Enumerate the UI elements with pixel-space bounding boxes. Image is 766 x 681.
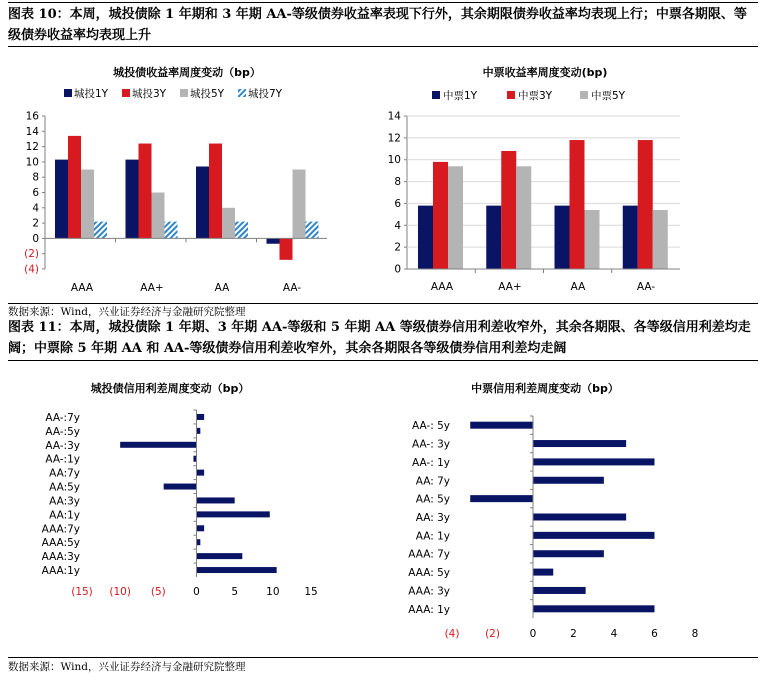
chart3-plot: [42, 410, 318, 598]
chart2-category-aa: AA: [570, 281, 586, 293]
chart3-bar: [120, 442, 196, 448]
chart1-plot: [24, 111, 327, 276]
chart4-category-label: AA: 3y: [415, 512, 450, 524]
legend-label-mtn-1y: 中票1Y: [443, 90, 478, 102]
chart4-category-label: AA-: 3y: [412, 438, 450, 451]
legend-label-chengtou-5y: 城投5Y: [190, 88, 225, 100]
chart3-category-label: AA-:7y: [45, 411, 80, 424]
chart4-category-label: AAA: 7y: [408, 548, 450, 561]
chart3-category-label: AAA:5y: [41, 537, 80, 550]
chart2-category-aaa: AAA: [430, 281, 454, 293]
chart4-category-label: AA-: 5y: [412, 420, 450, 433]
chart4-bar: [533, 514, 626, 521]
chart2-plot: [388, 111, 680, 276]
chart4-plot: [408, 416, 698, 640]
chart3-bar: [197, 428, 201, 434]
chart1-y-tick-label: 4: [32, 202, 39, 215]
chart3-x-tick-label: (5): [150, 586, 166, 598]
chart2-y-tick-label: 14: [387, 110, 401, 123]
chart4-x-tick-label: 6: [651, 628, 658, 640]
chart1-bar: [196, 166, 209, 238]
chart3-title: 城投债信用利差周度变动（bp）: [90, 382, 250, 395]
chart1-y-tick-label: 2: [32, 217, 39, 230]
chart3-category-label: AA-:3y: [45, 439, 80, 452]
chart2-legend: [432, 89, 626, 102]
chart2-bar: [486, 206, 501, 269]
chart3-category-label: AA:5y: [49, 481, 80, 494]
chart1-y-tick-label: 10: [25, 156, 39, 169]
chart1-y-tick-label: 14: [25, 125, 39, 138]
chart3-bar: [197, 539, 201, 545]
legend-swatch-chengtou-7y: [238, 89, 246, 97]
chart1-bar: [267, 238, 280, 243]
chart3-bar: [197, 414, 205, 420]
chart4-x-tick-label: 4: [610, 628, 618, 640]
chart1-bar: [126, 160, 139, 239]
chart1-category-aa: AA: [214, 282, 230, 294]
chart1-y-tick-label: 16: [25, 110, 39, 123]
chart2-bar: [585, 210, 600, 269]
chart2-bar: [623, 206, 638, 269]
chart3-bar: [197, 497, 235, 503]
chart4-bar: [533, 569, 553, 576]
chart3-bar: [197, 525, 205, 531]
chart3-category-label: AA-:1y: [45, 453, 80, 466]
chart4-title: 中票信用利差周度变动（bp）: [471, 382, 619, 395]
chart1-category-aa-plus: AA+: [140, 282, 164, 294]
chart3-bar: [197, 511, 270, 517]
legend-label-mtn-5y: 中票5Y: [591, 90, 626, 102]
source-note-1: 数据来源：Wind，兴业证券经济与金融研究院整理: [8, 306, 246, 318]
chart3-x-tick-label: 0: [193, 586, 200, 598]
chart4-bar: [470, 422, 533, 429]
chart2-y-tick-label: 10: [387, 154, 401, 167]
chart1-bar: [280, 238, 293, 259]
chart1-bar: [306, 222, 319, 239]
chart4-category-label: AAA: 1y: [408, 603, 450, 616]
legend-swatch-chengtou-5y: [180, 89, 188, 97]
chart1-bar: [68, 136, 81, 239]
chart4-category-label: AA: 1y: [415, 530, 450, 543]
chart2-bar: [418, 206, 433, 269]
legend-swatch-chengtou-3y: [122, 89, 130, 97]
chart4-bar: [533, 605, 655, 612]
legend-label-chengtou-7y: 城投7Y: [248, 88, 283, 100]
caption-figure-10: 图表 10：本周，城投债除 1 年期和 3 年期 AA-等级债券收益率表现下行外，其余期限债券收益率均表现上行；中票各期限、等级债券收益率均表现上升: [8, 7, 747, 43]
chart2-category-aa-minus: AA-: [636, 281, 656, 293]
chart2-y-tick-label: 6: [394, 197, 401, 210]
chart3-category-label: AA:1y: [49, 509, 80, 522]
chart3-category-label: AA-:5y: [45, 425, 80, 438]
chart4-bar: [533, 587, 586, 594]
legend-swatch-mtn-1y: [432, 91, 440, 99]
chart4-bar: [533, 477, 604, 484]
chart4-bar: [533, 458, 655, 465]
chart3-bar: [164, 484, 197, 490]
chart2-bar: [570, 140, 585, 269]
chart3-bar: [197, 567, 277, 573]
chart2-category-aa-plus: AA+: [498, 281, 522, 293]
chart2-y-tick-label: 8: [394, 176, 401, 189]
chart1-bar: [81, 170, 94, 239]
chart2-bar: [555, 206, 570, 269]
chart4-category-label: AAA: 3y: [408, 585, 450, 598]
caption-figure-11: 图表 11：本周，城投债除 1 年期、3 年期 AA-等级和 5 年期 AA 等级债券信用利差收窄外，其余各期限、各等级信用利差均走阔；中票除 5 年期 AA 和 AA-等级债券信用利差收窄外，其余各期限各等级债券信用利差均走阔: [8, 320, 751, 356]
chart4-bar: [533, 440, 626, 447]
chart1-bar: [222, 208, 235, 239]
chart1-bar: [139, 144, 152, 239]
chart2-bar: [638, 140, 653, 269]
chart4-x-tick-label: (4): [444, 628, 460, 640]
chart3-x-tick-label: (10): [109, 586, 131, 598]
legend-swatch-mtn-5y: [580, 91, 588, 99]
chart1-y-tick-label: (2): [24, 248, 39, 261]
chart2-bar: [433, 162, 448, 269]
chart4-x-tick-label: (2): [485, 628, 500, 640]
chart1-title: 城投债收益率周度变动（bp）: [113, 66, 261, 79]
chart1-y-tick-label: 12: [25, 141, 39, 154]
chart4-bar: [533, 550, 604, 557]
chart4-category-label: AAA: 5y: [408, 567, 450, 580]
chart2-y-tick-label: 4: [394, 219, 401, 232]
chart1-y-tick-label: 8: [32, 171, 39, 184]
chart3-category-label: AAA:3y: [41, 551, 80, 564]
chart3-x-tick-label: 15: [304, 586, 318, 598]
chart1-bar: [94, 222, 107, 239]
legend-label-chengtou-3y: 城投3Y: [132, 88, 167, 100]
chart4-x-tick-label: 0: [529, 628, 537, 640]
chart1-y-tick-label: (4): [24, 263, 39, 276]
source-note-2: 数据来源：Wind，兴业证券经济与金融研究院整理: [8, 661, 246, 673]
chart1-bar: [152, 193, 165, 239]
chart3-x-tick-label: (15): [71, 586, 93, 598]
chart2-bar: [448, 166, 463, 269]
chart3-bar: [197, 470, 205, 476]
chart4-category-label: AA-: 1y: [412, 456, 450, 469]
chart1-bar: [293, 170, 306, 239]
chart1-y-tick-label: 6: [32, 187, 39, 199]
chart4-x-tick-label: 8: [691, 628, 699, 640]
chart4-category-label: AA: 5y: [415, 493, 450, 506]
chart2-bar: [653, 210, 668, 269]
chart1-bar: [235, 222, 248, 239]
chart3-category-label: AA:7y: [49, 467, 80, 480]
chart1-bar: [209, 144, 222, 239]
chart1-bar: [55, 160, 68, 239]
chart4-bar: [533, 532, 655, 539]
chart4-bar: [470, 495, 533, 502]
chart2-y-tick-label: 0: [394, 263, 401, 276]
chart2-bar: [501, 151, 516, 269]
chart3-bar: [197, 553, 243, 559]
chart4-category-label: AA: 7y: [415, 475, 450, 488]
chart3-category-label: AAA:7y: [41, 523, 80, 536]
chart1-category-aaa: AAA: [70, 282, 94, 294]
chart1-legend: [64, 87, 283, 100]
chart3-x-tick-label: 10: [266, 586, 280, 598]
chart4-x-tick-label: 2: [570, 628, 577, 640]
chart3-x-tick-label: 5: [231, 586, 239, 598]
chart1-bar: [165, 222, 178, 239]
chart2-y-tick-label: 2: [394, 241, 401, 254]
legend-swatch-mtn-3y: [507, 91, 515, 99]
chart1-y-tick-label: 0: [32, 232, 39, 245]
chart2-title: 中票收益率周度变动(bp): [482, 66, 608, 79]
chart2-y-tick-label: 12: [387, 132, 401, 145]
legend-label-mtn-3y: 中票3Y: [518, 90, 553, 102]
chart1-category-aa-minus: AA-: [282, 282, 302, 294]
chart3-category-label: AA:3y: [49, 495, 80, 508]
chart3-category-label: AAA:1y: [41, 565, 80, 578]
chart2-bar: [516, 166, 531, 269]
legend-label-chengtou-1y: 城投1Y: [74, 88, 109, 100]
legend-swatch-chengtou-1y: [64, 89, 72, 97]
